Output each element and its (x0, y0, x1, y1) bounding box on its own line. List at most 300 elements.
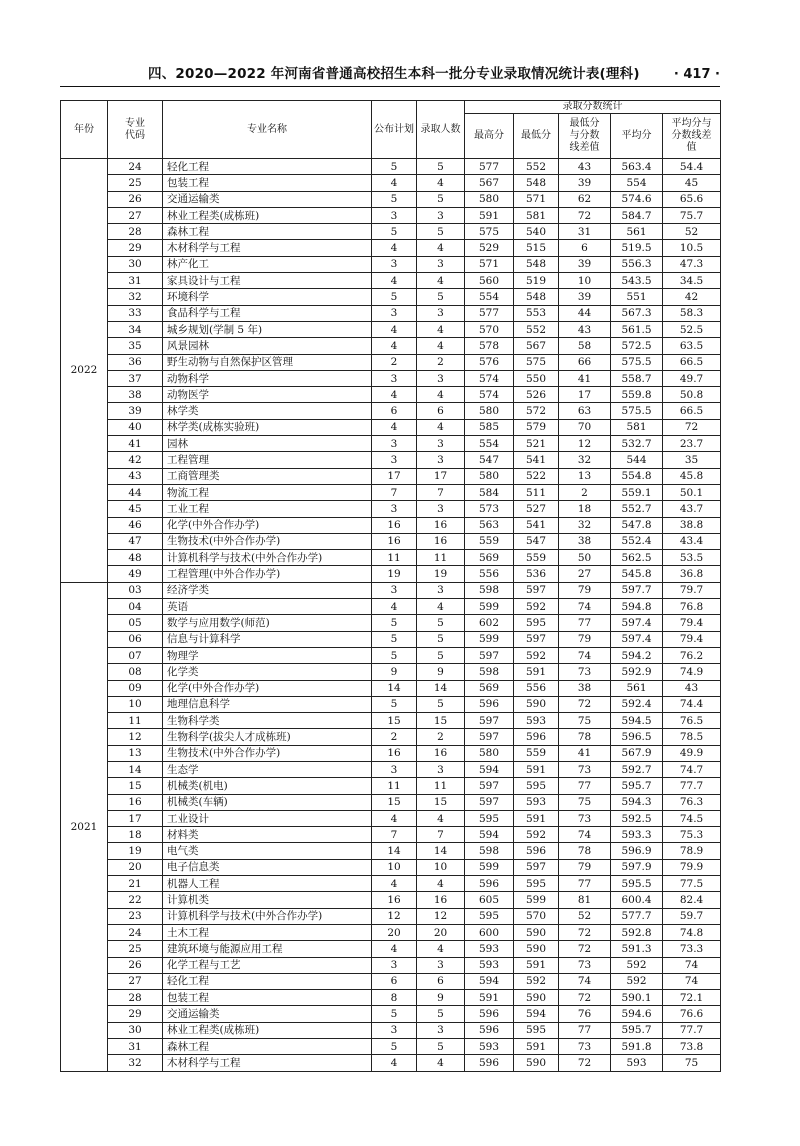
cell-avg: 567.9 (611, 745, 663, 761)
cell-code: 08 (108, 664, 163, 680)
cell-name: 环境科学 (163, 289, 372, 305)
cell-min-diff: 31 (559, 224, 611, 240)
cell-min: 575 (514, 354, 559, 370)
cell-avg: 561 (611, 680, 663, 696)
cell-avg-diff: 74 (663, 957, 721, 973)
cell-avg-diff: 76.2 (663, 647, 721, 663)
cell-min-diff: 12 (559, 436, 611, 452)
page-title: 四、2020—2022 年河南省普通高校招生本科一批分专业录取情况统计表(理科) (148, 66, 640, 82)
cell-min-diff: 43 (559, 159, 611, 175)
table-row (61, 582, 721, 598)
cell-min-diff: 17 (559, 387, 611, 403)
cell-code: 43 (108, 468, 163, 484)
cell-max: 580 (465, 403, 514, 419)
table-row (61, 354, 721, 370)
cell-plan: 3 (372, 452, 417, 468)
cell-max: 599 (465, 599, 514, 615)
cell-min-diff: 72 (559, 990, 611, 1006)
cell-max: 580 (465, 468, 514, 484)
cell-admitted: 3 (417, 957, 465, 973)
cell-avg: 552.7 (611, 501, 663, 517)
cell-plan: 5 (372, 191, 417, 207)
cell-admitted: 4 (417, 810, 465, 826)
cell-name: 地理信息科学 (163, 696, 372, 712)
cell-admitted: 5 (417, 191, 465, 207)
cell-min-diff: 72 (559, 941, 611, 957)
table-row (61, 305, 721, 321)
cell-min: 571 (514, 191, 559, 207)
cell-avg: 594.8 (611, 599, 663, 615)
cell-plan: 4 (372, 387, 417, 403)
cell-avg: 600.4 (611, 892, 663, 908)
cell-plan: 7 (372, 827, 417, 843)
cell-admitted: 4 (417, 175, 465, 191)
cell-min-diff: 39 (559, 256, 611, 272)
cell-admitted: 4 (417, 1055, 465, 1071)
table-row (61, 224, 721, 240)
cell-min-diff: 39 (559, 289, 611, 305)
cell-code: 28 (108, 224, 163, 240)
cell-name: 工商管理类 (163, 468, 372, 484)
cell-min: 570 (514, 908, 559, 924)
cell-plan: 5 (372, 159, 417, 175)
cell-min-diff: 75 (559, 713, 611, 729)
table-row (61, 827, 721, 843)
cell-max: 596 (465, 696, 514, 712)
table-row (61, 680, 721, 696)
cell-code: 40 (108, 419, 163, 435)
cell-min-diff: 73 (559, 761, 611, 777)
cell-min: 590 (514, 924, 559, 940)
table-row (61, 908, 721, 924)
cell-min: 567 (514, 338, 559, 354)
cell-admitted: 2 (417, 729, 465, 745)
cell-max: 597 (465, 729, 514, 745)
cell-avg: 562.5 (611, 550, 663, 566)
cell-max: 597 (465, 778, 514, 794)
cell-admitted: 4 (417, 387, 465, 403)
cell-plan: 5 (372, 615, 417, 631)
cell-avg-diff: 79.4 (663, 631, 721, 647)
col-header-name: 专业名称 (163, 101, 372, 159)
cell-name: 工业设计 (163, 810, 372, 826)
table-row (61, 615, 721, 631)
cell-avg: 561 (611, 224, 663, 240)
cell-avg-diff: 77.7 (663, 778, 721, 794)
cell-name: 交通运输类 (163, 1006, 372, 1022)
cell-plan: 14 (372, 843, 417, 859)
table-row (61, 810, 721, 826)
cell-name: 建筑环境与能源应用工程 (163, 941, 372, 957)
cell-plan: 4 (372, 273, 417, 289)
cell-min: 547 (514, 533, 559, 549)
cell-max: 584 (465, 484, 514, 500)
cell-code: 35 (108, 338, 163, 354)
cell-min: 593 (514, 713, 559, 729)
cell-min-diff: 79 (559, 859, 611, 875)
cell-code: 07 (108, 647, 163, 663)
cell-min: 526 (514, 387, 559, 403)
cell-avg-diff: 66.5 (663, 354, 721, 370)
cell-name: 林学类(成栋实验班) (163, 419, 372, 435)
cell-max: 580 (465, 191, 514, 207)
cell-plan: 12 (372, 908, 417, 924)
cell-name: 生物技术(中外合作办学) (163, 533, 372, 549)
cell-min: 596 (514, 729, 559, 745)
cell-min: 590 (514, 696, 559, 712)
table-row (61, 240, 721, 256)
cell-name: 化学类 (163, 664, 372, 680)
cell-code: 47 (108, 533, 163, 549)
cell-min: 559 (514, 550, 559, 566)
cell-admitted: 14 (417, 843, 465, 859)
table-row (61, 533, 721, 549)
cell-avg: 592 (611, 957, 663, 973)
cell-min-diff: 73 (559, 664, 611, 680)
cell-plan: 3 (372, 957, 417, 973)
cell-avg-diff: 43.7 (663, 501, 721, 517)
cell-code: 42 (108, 452, 163, 468)
table-row (61, 990, 721, 1006)
cell-name: 工业工程 (163, 501, 372, 517)
cell-code: 32 (108, 289, 163, 305)
cell-min: 591 (514, 957, 559, 973)
table-row (61, 468, 721, 484)
cell-min: 599 (514, 892, 559, 908)
cell-admitted: 4 (417, 599, 465, 615)
cell-avg-diff: 66.5 (663, 403, 721, 419)
table-row (61, 599, 721, 615)
cell-max: 596 (465, 1022, 514, 1038)
table-row (61, 387, 721, 403)
cell-admitted: 17 (417, 468, 465, 484)
cell-name: 物流工程 (163, 484, 372, 500)
cell-name: 食品科学与工程 (163, 305, 372, 321)
cell-avg: 592.9 (611, 664, 663, 680)
table-row (61, 191, 721, 207)
cell-plan: 7 (372, 484, 417, 500)
cell-name: 机械类(车辆) (163, 794, 372, 810)
cell-min: 522 (514, 468, 559, 484)
cell-name: 包装工程 (163, 990, 372, 1006)
cell-code: 20 (108, 859, 163, 875)
cell-name: 化学(中外合作办学) (163, 517, 372, 533)
cell-avg: 575.5 (611, 403, 663, 419)
cell-code: 39 (108, 403, 163, 419)
table-row (61, 501, 721, 517)
cell-min-diff: 43 (559, 321, 611, 337)
cell-plan: 5 (372, 631, 417, 647)
cell-max: 598 (465, 843, 514, 859)
cell-admitted: 5 (417, 631, 465, 647)
cell-plan: 16 (372, 533, 417, 549)
cell-min-diff: 81 (559, 892, 611, 908)
cell-min-diff: 38 (559, 533, 611, 549)
table-row (61, 159, 721, 175)
cell-min-diff: 77 (559, 1022, 611, 1038)
cell-max: 575 (465, 224, 514, 240)
cell-min-diff: 74 (559, 827, 611, 843)
cell-admitted: 3 (417, 370, 465, 386)
table-row (61, 729, 721, 745)
cell-plan: 4 (372, 240, 417, 256)
cell-admitted: 5 (417, 224, 465, 240)
table-row (61, 484, 721, 500)
cell-code: 09 (108, 680, 163, 696)
cell-avg-diff: 72.1 (663, 990, 721, 1006)
cell-plan: 16 (372, 517, 417, 533)
cell-avg-diff: 77.5 (663, 876, 721, 892)
cell-max: 577 (465, 305, 514, 321)
cell-admitted: 6 (417, 403, 465, 419)
cell-min-diff: 72 (559, 924, 611, 940)
cell-min: 540 (514, 224, 559, 240)
cell-min: 592 (514, 973, 559, 989)
cell-admitted: 4 (417, 273, 465, 289)
cell-max: 569 (465, 680, 514, 696)
cell-code: 28 (108, 990, 163, 1006)
cell-max: 596 (465, 876, 514, 892)
cell-max: 596 (465, 1006, 514, 1022)
admission-statistics-table (60, 100, 721, 1072)
cell-avg: 592.4 (611, 696, 663, 712)
cell-min: 556 (514, 680, 559, 696)
table-row (61, 370, 721, 386)
cell-code: 29 (108, 1006, 163, 1022)
cell-code: 11 (108, 713, 163, 729)
cell-name: 生物科学(拔尖人才成栋班) (163, 729, 372, 745)
cell-avg: 575.5 (611, 354, 663, 370)
cell-min-diff: 74 (559, 647, 611, 663)
cell-max: 556 (465, 566, 514, 582)
table-row (61, 1022, 721, 1038)
cell-name: 土木工程 (163, 924, 372, 940)
cell-max: 529 (465, 240, 514, 256)
cell-avg: 595.5 (611, 876, 663, 892)
cell-min-diff: 18 (559, 501, 611, 517)
cell-min-diff: 32 (559, 517, 611, 533)
cell-min: 591 (514, 664, 559, 680)
cell-avg-diff: 52 (663, 224, 721, 240)
cell-plan: 4 (372, 321, 417, 337)
cell-name: 化学工程与工艺 (163, 957, 372, 973)
cell-plan: 11 (372, 550, 417, 566)
cell-min-diff: 73 (559, 957, 611, 973)
cell-admitted: 5 (417, 1006, 465, 1022)
cell-code: 18 (108, 827, 163, 843)
cell-max: 598 (465, 582, 514, 598)
cell-admitted: 15 (417, 794, 465, 810)
cell-avg-diff: 45.8 (663, 468, 721, 484)
col-header-avg: 平均分 (611, 114, 663, 159)
cell-min: 592 (514, 599, 559, 615)
cell-min-diff: 72 (559, 1055, 611, 1071)
cell-min-diff: 78 (559, 729, 611, 745)
cell-plan: 5 (372, 1039, 417, 1055)
cell-min: 595 (514, 1022, 559, 1038)
cell-min: 521 (514, 436, 559, 452)
cell-min-diff: 70 (559, 419, 611, 435)
cell-code: 49 (108, 566, 163, 582)
cell-min-diff: 79 (559, 582, 611, 598)
cell-max: 605 (465, 892, 514, 908)
table-row (61, 436, 721, 452)
col-header-min-diff: 最低分与分数线差值 (559, 114, 611, 159)
cell-avg: 591.8 (611, 1039, 663, 1055)
cell-avg-diff: 43 (663, 680, 721, 696)
cell-code: 27 (108, 207, 163, 223)
cell-avg: 577.7 (611, 908, 663, 924)
cell-avg: 596.9 (611, 843, 663, 859)
cell-plan: 9 (372, 664, 417, 680)
cell-admitted: 5 (417, 159, 465, 175)
cell-avg-diff: 72 (663, 419, 721, 435)
cell-max: 569 (465, 550, 514, 566)
cell-max: 554 (465, 436, 514, 452)
cell-code: 31 (108, 273, 163, 289)
cell-max: 580 (465, 745, 514, 761)
cell-code: 10 (108, 696, 163, 712)
table-row (61, 1006, 721, 1022)
cell-admitted: 10 (417, 859, 465, 875)
cell-name: 木材科学与工程 (163, 240, 372, 256)
cell-name: 林业工程类(成栋班) (163, 207, 372, 223)
cell-avg-diff: 35 (663, 452, 721, 468)
cell-code: 14 (108, 761, 163, 777)
cell-name: 计算机科学与技术(中外合作办学) (163, 550, 372, 566)
table-row (61, 859, 721, 875)
cell-plan: 5 (372, 696, 417, 712)
cell-avg: 590.1 (611, 990, 663, 1006)
cell-name: 计算机科学与技术(中外合作办学) (163, 908, 372, 924)
cell-min-diff: 78 (559, 843, 611, 859)
cell-admitted: 11 (417, 778, 465, 794)
cell-min-diff: 58 (559, 338, 611, 354)
cell-plan: 5 (372, 647, 417, 663)
cell-code: 03 (108, 582, 163, 598)
cell-min-diff: 77 (559, 778, 611, 794)
cell-admitted: 5 (417, 696, 465, 712)
cell-plan: 6 (372, 403, 417, 419)
cell-avg: 559.8 (611, 387, 663, 403)
cell-min: 572 (514, 403, 559, 419)
cell-avg-diff: 74.8 (663, 924, 721, 940)
cell-code: 13 (108, 745, 163, 761)
table-row (61, 713, 721, 729)
cell-plan: 4 (372, 599, 417, 615)
cell-code: 36 (108, 354, 163, 370)
cell-avg-diff: 75 (663, 1055, 721, 1071)
cell-name: 电气类 (163, 843, 372, 859)
cell-min-diff: 72 (559, 207, 611, 223)
cell-avg: 556.3 (611, 256, 663, 272)
cell-min-diff: 63 (559, 403, 611, 419)
cell-avg-diff: 42 (663, 289, 721, 305)
cell-avg: 597.9 (611, 859, 663, 875)
cell-min-diff: 75 (559, 794, 611, 810)
table-row (61, 941, 721, 957)
cell-max: 573 (465, 501, 514, 517)
cell-max: 570 (465, 321, 514, 337)
cell-plan: 17 (372, 468, 417, 484)
cell-avg: 554 (611, 175, 663, 191)
cell-avg-diff: 58.3 (663, 305, 721, 321)
cell-min: 596 (514, 843, 559, 859)
table-row (61, 957, 721, 973)
cell-name: 风景园林 (163, 338, 372, 354)
table-row (61, 452, 721, 468)
table-row (61, 338, 721, 354)
cell-plan: 4 (372, 810, 417, 826)
cell-avg: 543.5 (611, 273, 663, 289)
cell-avg-diff: 53.5 (663, 550, 721, 566)
cell-admitted: 16 (417, 745, 465, 761)
cell-name: 林业工程类(成栋班) (163, 1022, 372, 1038)
cell-code: 30 (108, 256, 163, 272)
col-header-avg-diff: 平均分与分数线差值 (663, 114, 721, 159)
cell-name: 动物医学 (163, 387, 372, 403)
cell-plan: 3 (372, 501, 417, 517)
cell-avg-diff: 73.8 (663, 1039, 721, 1055)
cell-name: 化学(中外合作办学) (163, 680, 372, 696)
cell-min: 597 (514, 631, 559, 647)
cell-avg-diff: 50.8 (663, 387, 721, 403)
cell-min: 595 (514, 778, 559, 794)
cell-plan: 8 (372, 990, 417, 1006)
cell-avg-diff: 34.5 (663, 273, 721, 289)
table-row (61, 1039, 721, 1055)
cell-plan: 4 (372, 175, 417, 191)
cell-avg: 592 (611, 973, 663, 989)
cell-code: 04 (108, 599, 163, 615)
cell-avg: 594.3 (611, 794, 663, 810)
cell-min: 590 (514, 990, 559, 1006)
cell-avg: 561.5 (611, 321, 663, 337)
cell-code: 41 (108, 436, 163, 452)
cell-avg-diff: 52.5 (663, 321, 721, 337)
cell-code: 30 (108, 1022, 163, 1038)
cell-avg: 552.4 (611, 533, 663, 549)
cell-min-diff: 39 (559, 175, 611, 191)
cell-avg-diff: 75.7 (663, 207, 721, 223)
cell-code: 22 (108, 892, 163, 908)
cell-code: 33 (108, 305, 163, 321)
table-row (61, 517, 721, 533)
cell-code: 24 (108, 159, 163, 175)
cell-min-diff: 6 (559, 240, 611, 256)
cell-min-diff: 62 (559, 191, 611, 207)
cell-admitted: 12 (417, 908, 465, 924)
cell-avg: 551 (611, 289, 663, 305)
cell-avg-diff: 82.4 (663, 892, 721, 908)
cell-code: 27 (108, 973, 163, 989)
cell-name: 木材科学与工程 (163, 1055, 372, 1071)
cell-avg-diff: 76.5 (663, 713, 721, 729)
cell-min-diff: 74 (559, 973, 611, 989)
cell-code: 46 (108, 517, 163, 533)
cell-avg: 596.5 (611, 729, 663, 745)
cell-avg: 593.3 (611, 827, 663, 843)
cell-min: 541 (514, 452, 559, 468)
cell-avg-diff: 65.6 (663, 191, 721, 207)
cell-plan: 11 (372, 778, 417, 794)
cell-max: 574 (465, 370, 514, 386)
cell-max: 599 (465, 631, 514, 647)
cell-code: 17 (108, 810, 163, 826)
cell-admitted: 15 (417, 713, 465, 729)
cell-admitted: 3 (417, 207, 465, 223)
cell-name: 计算机类 (163, 892, 372, 908)
